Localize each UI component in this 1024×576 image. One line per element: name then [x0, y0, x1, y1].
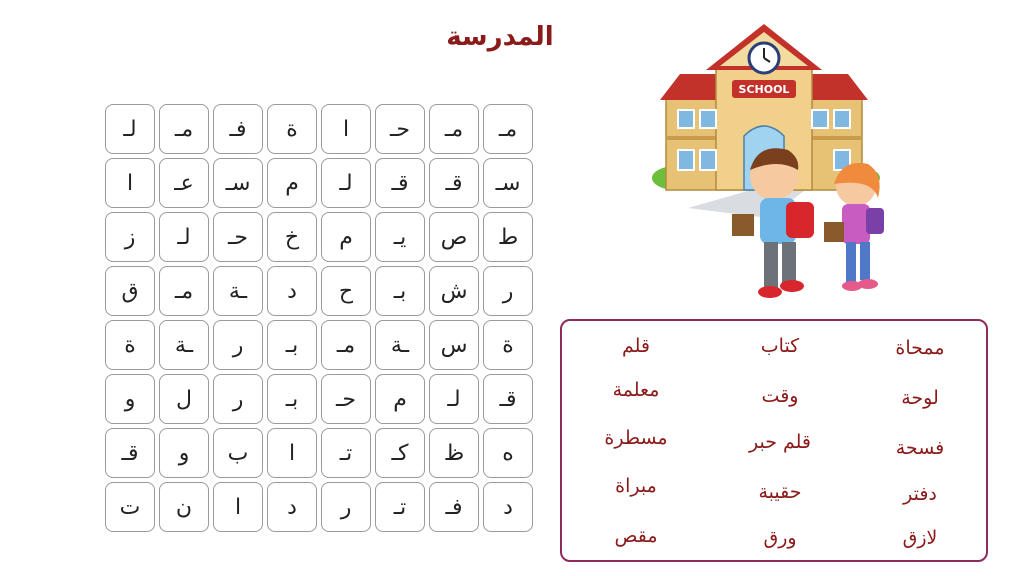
- grid-cell[interactable]: تـ: [375, 482, 425, 532]
- grid-cell[interactable]: م: [375, 374, 425, 424]
- page-title: المدرسة: [446, 22, 554, 52]
- grid-cell[interactable]: سـ: [483, 158, 533, 208]
- word-item: لازق: [902, 527, 938, 549]
- word-item: لوحة: [901, 387, 939, 409]
- word-item: مسطرة: [604, 427, 668, 449]
- grid-cell[interactable]: بـ: [267, 320, 317, 370]
- grid-cell[interactable]: ل: [159, 374, 209, 424]
- grid-cell[interactable]: بـ: [267, 374, 317, 424]
- grid-cell[interactable]: و: [159, 428, 209, 478]
- grid-cell[interactable]: ص: [429, 212, 479, 262]
- grid-cell[interactable]: س: [429, 320, 479, 370]
- grid-cell[interactable]: ظ: [429, 428, 479, 478]
- grid-cell[interactable]: ة: [267, 104, 317, 154]
- grid-cell[interactable]: مـ: [159, 266, 209, 316]
- grid-cell[interactable]: ح: [321, 266, 371, 316]
- grid-cell[interactable]: ر: [483, 266, 533, 316]
- grid-cell[interactable]: مـ: [483, 104, 533, 154]
- grid-cell[interactable]: عـ: [159, 158, 209, 208]
- grid-cell[interactable]: ـة: [159, 320, 209, 370]
- word-item: حقيبة: [758, 481, 802, 503]
- grid-cell[interactable]: قـ: [429, 158, 479, 208]
- word-list-box: [560, 319, 988, 562]
- grid-cell[interactable]: ة: [105, 320, 155, 370]
- word-item: فسحة: [895, 437, 945, 459]
- grid-cell[interactable]: مـ: [321, 320, 371, 370]
- grid-cell[interactable]: ا: [105, 158, 155, 208]
- grid-cell[interactable]: لـ: [321, 158, 371, 208]
- grid-cell[interactable]: مـ: [429, 104, 479, 154]
- grid-cell[interactable]: ق: [105, 266, 155, 316]
- grid-cell[interactable]: يـ: [375, 212, 425, 262]
- grid-cell[interactable]: م: [267, 158, 317, 208]
- word-item: قلم: [621, 335, 651, 357]
- grid-cell[interactable]: حـ: [213, 212, 263, 262]
- grid-cell[interactable]: ش: [429, 266, 479, 316]
- word-item: قلم حبر: [748, 431, 812, 453]
- grid-cell[interactable]: قـ: [483, 374, 533, 424]
- svg-text:SCHOOL: SCHOOL: [738, 83, 790, 96]
- grid-cell[interactable]: ز: [105, 212, 155, 262]
- grid-cell[interactable]: حـ: [321, 374, 371, 424]
- grid-cell[interactable]: ن: [159, 482, 209, 532]
- word-item: معلمة: [612, 379, 660, 401]
- grid-cell[interactable]: ـة: [375, 320, 425, 370]
- word-item: كتاب: [760, 335, 800, 357]
- word-item: مقص: [614, 525, 658, 547]
- grid-cell[interactable]: د: [267, 482, 317, 532]
- grid-cell[interactable]: د: [267, 266, 317, 316]
- grid-cell[interactable]: ت: [105, 482, 155, 532]
- grid-cell[interactable]: بـ: [375, 266, 425, 316]
- word-item: مبراة: [615, 475, 657, 497]
- grid-cell[interactable]: ط: [483, 212, 533, 262]
- grid-cell[interactable]: حـ: [375, 104, 425, 154]
- grid-cell[interactable]: ة: [483, 320, 533, 370]
- grid-cell[interactable]: ا: [213, 482, 263, 532]
- grid-cell[interactable]: خ: [267, 212, 317, 262]
- grid-cell[interactable]: تـ: [321, 428, 371, 478]
- grid-cell[interactable]: قـ: [375, 158, 425, 208]
- school-children-illustration: [648, 18, 908, 308]
- grid-cell[interactable]: لـ: [105, 104, 155, 154]
- grid-cell[interactable]: مـ: [159, 104, 209, 154]
- grid-cell[interactable]: ر: [213, 374, 263, 424]
- grid-cell[interactable]: د: [483, 482, 533, 532]
- grid-cell[interactable]: ه: [483, 428, 533, 478]
- grid-cell[interactable]: م: [321, 212, 371, 262]
- grid-cell[interactable]: ـة: [213, 266, 263, 316]
- grid-cell[interactable]: ا: [267, 428, 317, 478]
- word-item: ورق: [763, 527, 797, 549]
- word-item: دفتر: [903, 483, 937, 505]
- grid-cell[interactable]: و: [105, 374, 155, 424]
- grid-cell[interactable]: سـ: [213, 158, 263, 208]
- grid-cell[interactable]: ا: [321, 104, 371, 154]
- grid-cell[interactable]: لـ: [159, 212, 209, 262]
- word-search-grid: [101, 104, 533, 532]
- grid-cell[interactable]: ب: [213, 428, 263, 478]
- grid-cell[interactable]: لـ: [429, 374, 479, 424]
- word-item: وقت: [761, 385, 799, 407]
- grid-cell[interactable]: قـ: [105, 428, 155, 478]
- grid-cell[interactable]: ر: [213, 320, 263, 370]
- word-item: ممحاة: [895, 337, 945, 359]
- grid-cell[interactable]: كـ: [375, 428, 425, 478]
- grid-cell[interactable]: فـ: [429, 482, 479, 532]
- grid-cell[interactable]: ر: [321, 482, 371, 532]
- grid-cell[interactable]: فـ: [213, 104, 263, 154]
